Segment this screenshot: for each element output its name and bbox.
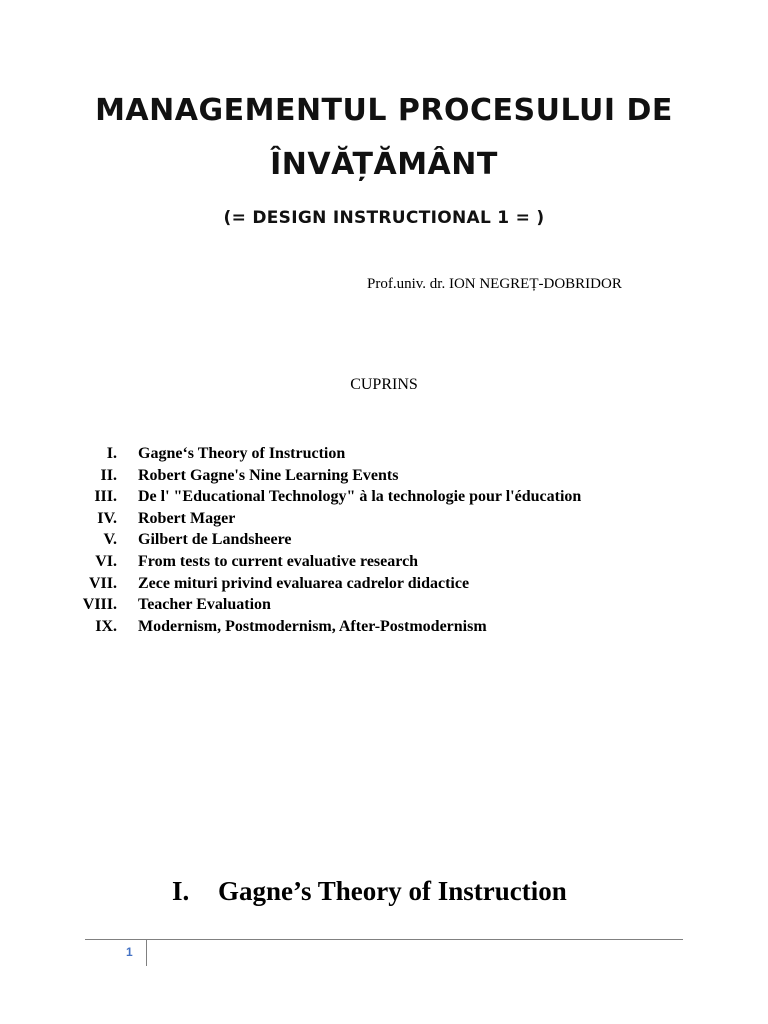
toc-item (0, 551, 768, 573)
toc-item-title: Modernism, Postmodernism, After-Postmodernism (138, 617, 487, 635)
toc-item-title: Robert Gagne's Nine Learning Events (138, 466, 399, 484)
toc-item-number: II. (100, 466, 117, 484)
toc-item (0, 529, 768, 551)
toc-item-number: IV. (97, 509, 117, 527)
document-title-line-2: ÎNVĂȚĂMÂNT (270, 147, 498, 182)
document-subtitle: (= DESIGN INSTRUCTIONAL 1 = ) (223, 208, 545, 228)
toc-item-number: I. (106, 445, 117, 462)
toc-heading: CUPRINS (350, 376, 418, 393)
toc-item-title: From tests to current evaluative research (138, 552, 419, 570)
toc-item (0, 465, 768, 487)
author-line: Prof.univ. dr. ION NEGREȚ-DOBRIDOR (367, 276, 622, 292)
toc-item-number: VI. (95, 552, 117, 570)
page-number: 1 (126, 945, 133, 959)
toc-item-title: Robert Mager (138, 509, 236, 527)
toc-item-title: Gagne‘s Theory of Instruction (138, 445, 346, 462)
toc-item-title: Gilbert de Landsheere (138, 531, 292, 549)
toc-item-title: De l' "Educational Technology" à la technologie pour l'éducation (138, 488, 582, 506)
footer-rule (85, 939, 683, 940)
toc-item-number: VIII. (82, 596, 117, 614)
table-of-contents (0, 443, 768, 637)
toc-item (0, 443, 768, 465)
toc-item (0, 573, 768, 595)
section-number: I. (172, 876, 190, 906)
footer-divider (146, 940, 147, 966)
toc-item (0, 594, 768, 616)
document-title-line-1: MANAGEMENTUL PROCESULUI DE (95, 93, 673, 128)
section-title: Gagne’s Theory of Instruction (218, 876, 567, 906)
toc-item-number: V. (103, 531, 117, 549)
toc-item-title: Zece mituri privind evaluarea cadrelor didactice (138, 574, 470, 592)
toc-item (0, 486, 768, 508)
section-heading (172, 876, 567, 907)
toc-item (0, 616, 768, 638)
toc-item-title: Teacher Evaluation (138, 596, 271, 614)
toc-item-number: IX. (95, 617, 117, 635)
toc-item (0, 508, 768, 530)
toc-item-number: III. (94, 488, 117, 506)
toc-item-number: VII. (88, 574, 117, 592)
